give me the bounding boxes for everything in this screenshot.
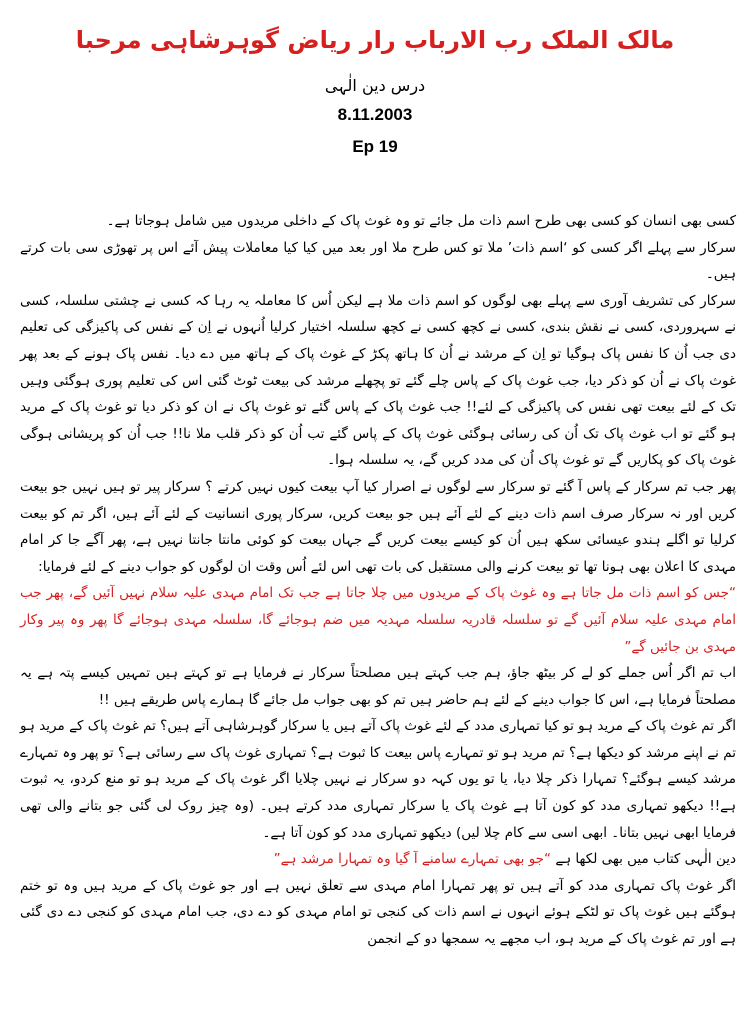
episode-number: Ep 19: [352, 137, 398, 156]
paragraph: اگر تم غوث پاک کے مرید ہو تو کیا تمہاری مدد کے لئے غوث پاک آتے ہیں یا سرکار گوہرشاہی آتے ہیں؟ تم غوث پاک کے مرید ہو تم نے اپنے مرشد کو دیکھا ہے؟ تم مرید ہو تو تمہارے پاس بیعت کا ثبوت ہے؟ تمہاری غوث پاک سے رسائی ہے؟ تو پھر وہ تمہارے مرشد کیسے ہوگئے؟ تمہارا ذکر چلا دیا، یا تو یوں کہہ دو سرکار نے نہیں چلایا اگر غوث پاک کے مرید ہو تو منع کردو، یہ ثبوت ہے!! دیکھو تمہاری مدد کو کون آتا ہے غوث پاک یا سرکار تمہاری مدد کرتے ہیں۔ (وہ چیز روک لی گئی جو بتانے والی تھی فرمایا ابھی نہیں بتانا۔ ابھی اسی سے کام چلا لیں) دیکھو تمہاری مدد کو کون آتا ہے۔: [20, 718, 736, 841]
paragraph: اب تم اگر اُس جملے کو لے کر بیٹھ جاؤ، ہم جب کہتے ہیں مصلحتاً سرکار نے فرمایا ہے تو کہتے ہیں تمہیں کیسے پتہ ہے یہ مصلحتاً فرمایا ہے، اس کا جواب دینے کے لئے ہم حاضر ہیں تم کو بھی جواب مل جائے گا ہمارے پاس طریقے ہیں !!: [20, 665, 736, 708]
lecture-date: 8.11.2003: [337, 105, 413, 124]
paragraph-text: دین الٰہی کتاب میں بھی لکھا ہے: [555, 851, 736, 868]
paragraph: اگر غوث پاک تمہاری مدد کو آتے ہیں تو پھر تمہارا امام مہدی سے تعلق نہیں ہے اور جو غوث پاک کے مرید ہیں وہ تو ختم ہوگئے ہیں غوث پاک تو لٹکے ہوئے انہوں نے اسم ذات کی کنجی تو امام مہدی کو دے دی، جب امام مہدی کو کنجی دے دی گئی ہے اور تم غوث پاک کے مرید ہو، اب مجھے یہ سمجھا دو کے انجمن: [20, 877, 736, 948]
paragraph: سرکار کی تشریف آوری سے پہلے بھی لوگوں کو اسم ذات ملا ہے لیکن اُس کا معاملہ یہ رہا کہ کسی نے چشتی سلسلہ، کسی نے سہروردی، کسی نے نقش بندی، کسی نے کچھ کسی نے کچھ سلسلہ اختیار کرلیا اُنہوں نے اِن کے نفس کی پاکیزگی کی تعلیم دی جب اُن کا نفس پاک ہوگیا تو اِن کے مرشد نے اُن کا ہاتھ پکڑ کے غوث پاک کے ہاتھ میں دے دیا۔ نفس پاک ہونے کے بعد پھر غوث پاک نے اُن کو ذکر دیا، جب غوث پاک کے پاس چلے گئے تو پچھلے مرشد کی بیعت ٹوٹ گئی اس کی تعلیم پوری ہوگئی وہیں تک کے لئے بیعت تھی نفس کی پاکیزگی کے لئے!! جب غوث پاک کے پاس گئے تو غوث پاک نے ان کو ذکر دیا تو غوث پاک کے مرید ہو گئے تو اب غوث پاک تک اُن کی رسائی ہوگئی غوث پاک کے پاس گئے تب اُن کو ذکر قلب ملا نا!! جب اُن کو پریشانی ہوگی غوث پاک کو پکاریں گے تو غوث پاک اُن کی مدد کریں گے، یہ سلسلہ ہوا۔: [20, 292, 736, 469]
red-inline-quote: “جو بھی تمہارے سامنے آ گیا وہ تمہارا مرشد ہے”: [273, 851, 552, 868]
page-title: مالک الملک رب الارباب رار ریاض گوہرشاہی مرحبا: [75, 26, 675, 54]
paragraph: کسی بھی انسان کو کسی بھی طرح اسم ذات مل جائے تو وہ غوث پاک کے داخلی مریدوں میں شامل ہوجاتا ہے۔: [106, 213, 736, 229]
paragraph: سرکار سے پہلے اگر کسی کو ‘اسم ذات’ ملا تو کس طرح ملا اور بعد میں کیا کیا معاملات پیش آئے اس پر تھوڑی سی بات کرتے ہیں۔: [20, 239, 736, 283]
paragraph-with-quote: [20, 846, 736, 873]
paragraph: پھر جب تم سرکار کے پاس آ گئے تو سرکار سے لوگوں نے اصرار کیا آپ بیعت کیوں نہیں کرتے ؟ سرکار پیر تو ہیں نہیں جو بیعت کریں اور نہ سرکار صرف اسم ذات دینے کے لئے آئے ہیں جو بیعت کریں، سرکار پوری انسانیت کے لئے آئے ہیں، اگر تم کو بیعت کرلیا تو اگلے ہندو عیسائی سکھ ہیں اُن کو کیسے بیعت کریں گے جہاں بیعت کو کوئی مانتا جانتا نہیں ہے، پھر آگے جا کر امام مہدی کا اعلان بھی ہونا تھا تو بیعت کرنے والی مستقبل کی بات تھی اس لئے اُس وقت ان لوگوں کو جواب دینے کے لئے فرمایا:: [20, 478, 736, 575]
highlighted-quote: “جس کو اسم ذات مل جاتا ہے وہ غوث پاک کے مریدوں میں چلا جاتا ہے جب تک امام مہدی علیہ سلام نہیں آئیں گے، پھر جب امام مہدی علیہ سلام آئیں گے تو سلسلہ قادریہ سلسلہ مہدیہ میں ضم ہوجائے گا، سلسلہ مہدی ہوجائے گا پھر وہ پیر وکار مہدی بن جائیں گے”: [20, 585, 736, 655]
page-subtitle: درس دین الٰہی: [324, 76, 426, 95]
document-body: [20, 208, 736, 953]
